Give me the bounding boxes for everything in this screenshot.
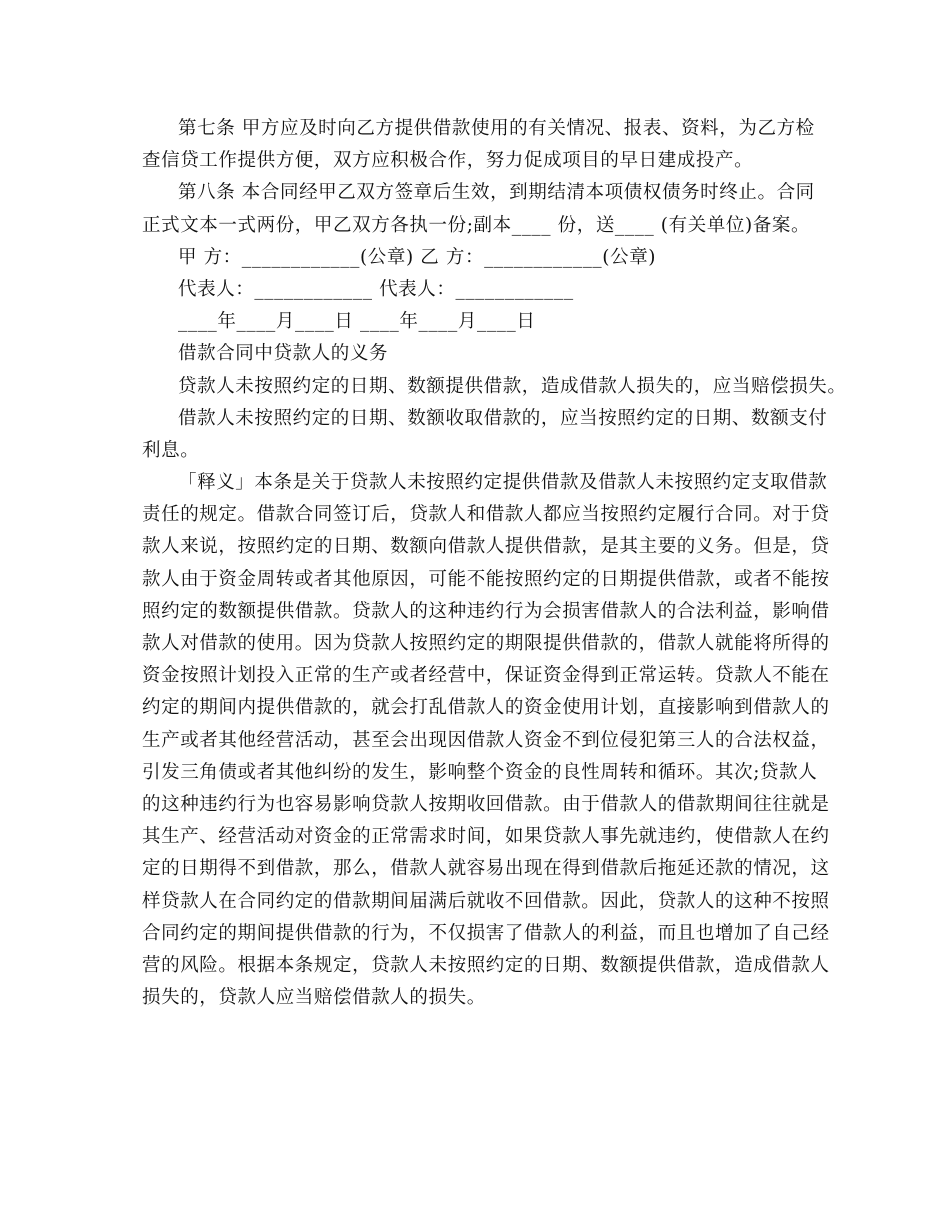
text-line: 营的风险。根据本条规定，贷款人未按照约定的日期、数额提供借款，造成借款人 (142, 954, 830, 976)
text-line: 其生产、经营活动对资金的正常需求时间，如果贷款人事先就违约，使借款人在约 (142, 826, 830, 848)
text-line: 正式文本一式两份，甲乙双方各执一份;副本____ 份，送____ (有关单位)备案。 (142, 214, 811, 236)
text-line: 定的日期得不到借款，那么，借款人就容易出现在得到借款后拖延还款的情况，这 (142, 858, 830, 880)
text-line: 生产或者其他经营活动，甚至会出现因借款人资金不到位侵犯第三人的合法权益， (142, 729, 830, 751)
text-line: 照约定的数额提供借款。贷款人的这种违约行为会损害借款人的合法利益，影响借 (142, 600, 830, 622)
text-line: 款人由于资金周转或者其他原因，可能不能按照约定的日期提供借款，或者不能按 (142, 568, 830, 590)
text-line: 责任的规定。借款合同签订后，贷款人和借款人都应当按照约定履行合同。对于贷 (142, 504, 830, 526)
text-line: 合同约定的期间提供借款的行为，不仅损害了借款人的利益，而且也增加了自己经 (142, 922, 830, 944)
text-line: 的这种违约行为也容易影响贷款人按期收回借款。由于借款人的借款期间往往就是 (142, 793, 830, 815)
text-line: 第八条 本合同经甲乙双方签章后生效，到期结清本项债权债务时终止。合同 (178, 182, 815, 204)
text-line: 代表人：____________ 代表人：____________ (178, 278, 574, 300)
document-body (142, 113, 847, 1014)
text-line: 「释义」本条是关于贷款人未按照约定提供借款及借款人未按照约定支取借款 (178, 472, 828, 494)
text-line: 样贷款人在合同约定的借款期间届满后就收不回借款。因此，贷款人的这种不按照 (142, 890, 830, 912)
text-line: 约定的期间内提供借款的，就会打乱借款人的资金使用计划，直接影响到借款人的 (142, 697, 830, 719)
text-line: 借款合同中贷款人的义务 (178, 343, 389, 365)
text-line: 贷款人未按照约定的日期、数额提供借款，造成借款人损失的，应当赔偿损失。 (178, 375, 847, 397)
text-line: 利息。 (142, 439, 200, 461)
text-line: 第七条 甲方应及时向乙方提供借款使用的有关情况、报表、资料，为乙方检 (178, 118, 815, 139)
text-line: 引发三角债或者其他纠纷的发生，影响整个资金的良性周转和循环。其次;贷款人 (142, 761, 818, 783)
text-line: 资金按照计划投入正常的生产或者经营中，保证资金得到正常运转。贷款人不能在 (142, 665, 830, 687)
text-line: 损失的，贷款人应当赔偿借款人的损失。 (142, 987, 486, 1009)
text-line: 款人来说，按照约定的日期、数额向借款人提供借款，是其主要的义务。但是，贷 (142, 536, 830, 558)
text-line: 款人对借款的使用。因为贷款人按照约定的期限提供借款的，借款人就能将所得的 (142, 633, 830, 654)
text-line: 甲 方：____________(公章) 乙 方：____________(公章) (178, 246, 657, 268)
text-line: ____年____月____日 ____年____月____日 (178, 311, 536, 333)
text-line: 查信贷工作提供方便，双方应积极合作，努力促成项目的早日建成投产。 (142, 150, 754, 172)
text-line: 借款人未按照约定的日期、数额收取借款的，应当按照约定的日期、数额支付 (178, 407, 828, 429)
